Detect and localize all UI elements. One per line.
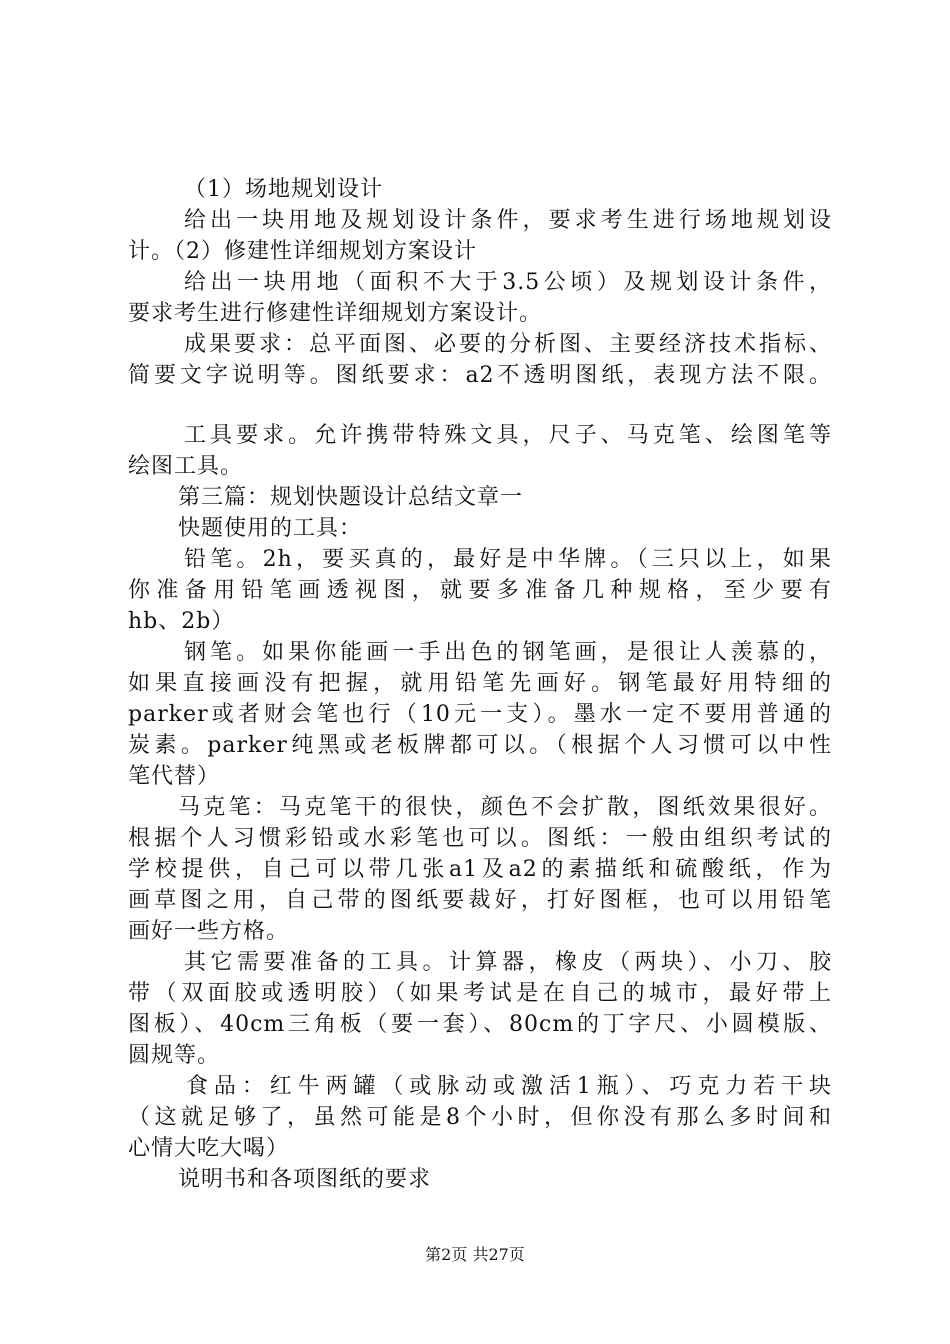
- text-line: 带（双面胶或透明胶）（如果考试是在自己的城市，最好带上: [128, 981, 832, 1006]
- text-line: （这就足够了，虽然可能是8个小时，但你没有那么多时间和: [128, 1105, 832, 1130]
- text-line: 画好一些方格。: [128, 919, 290, 944]
- blank-line: [128, 391, 832, 420]
- text-line: 铅笔。2h，要买真的，最好是中华牌。（三只以上，如果: [184, 547, 832, 572]
- text-line: （1）场地规划设计: [184, 177, 383, 202]
- text-line: 要求考生进行修建性详细规划方案设计。: [128, 301, 543, 326]
- text-line: 快题使用的工具：: [178, 516, 363, 541]
- text-line: 说明书和各项图纸的要求: [178, 1167, 432, 1192]
- text-line: 给出一块用地（面积不大于3.5公顷）及规划设计条件，: [184, 270, 832, 295]
- text-line: 其它需要准备的工具。计算器，橡皮（两块）、小刀、胶: [184, 950, 832, 975]
- text-line: 工具要求。允许携带特殊文具，尺子、马克笔、绘图笔等: [184, 423, 832, 448]
- text-line: 绘图工具。: [128, 454, 244, 479]
- text-line: 成果要求：总平面图、必要的分析图、主要经济技术指标、: [184, 332, 832, 357]
- text-line: 笔代替）: [128, 764, 221, 789]
- text-line: 画草图之用，自己带的图纸要裁好，打好图框，也可以用铅笔: [128, 888, 832, 913]
- text-line: 简要文字说明等。图纸要求：a2不透明图纸，表现方法不限。: [128, 363, 832, 388]
- text-line: 根据个人习惯彩铅或水彩笔也可以。图纸：一般由组织考试的: [128, 826, 832, 851]
- text-line: 心情大吃大喝）: [128, 1136, 290, 1161]
- text-line: parker或者财会笔也行（10元一支）。墨水一定不要用普通的: [128, 702, 832, 727]
- text-line: 计。（2）修建性详细规划方案设计: [128, 239, 477, 264]
- text-line: 第三篇：规划快题设计总结文章一: [178, 485, 524, 510]
- text-line: 食品：红牛两罐（或脉动或激活1瓶）、巧克力若干块: [186, 1074, 832, 1099]
- text-line: 马克笔：马克笔干的很快，颜色不会扩散，图纸效果很好。: [178, 795, 832, 820]
- text-line: 给出一块用地及规划设计条件，要求考生进行场地规划设: [184, 208, 832, 233]
- text-line: hb、2b）: [128, 609, 235, 634]
- text-line: 圆规等。: [128, 1043, 221, 1068]
- text-line: 你准备用铅笔画透视图，就要多准备几种规格，至少要有: [128, 578, 832, 603]
- text-line: 如果直接画没有把握，就用铅笔先画好。钢笔最好用特细的: [128, 671, 832, 696]
- document-body: [128, 174, 832, 1195]
- text-line: 学校提供，自己可以带几张a1及a2的素描纸和硫酸纸，作为: [128, 857, 832, 882]
- text-line: 炭素。parker纯黑或老板牌都可以。（根据个人习惯可以中性: [128, 733, 832, 758]
- text-line: 钢笔。如果你能画一手出色的钢笔画，是很让人羡慕的，: [184, 640, 832, 665]
- text-line: 图板）、40cm三角板（要一套）、80cm的丁字尺、小圆模版、: [128, 1012, 832, 1037]
- page-footer: 第2页 共27页: [425, 1245, 525, 1264]
